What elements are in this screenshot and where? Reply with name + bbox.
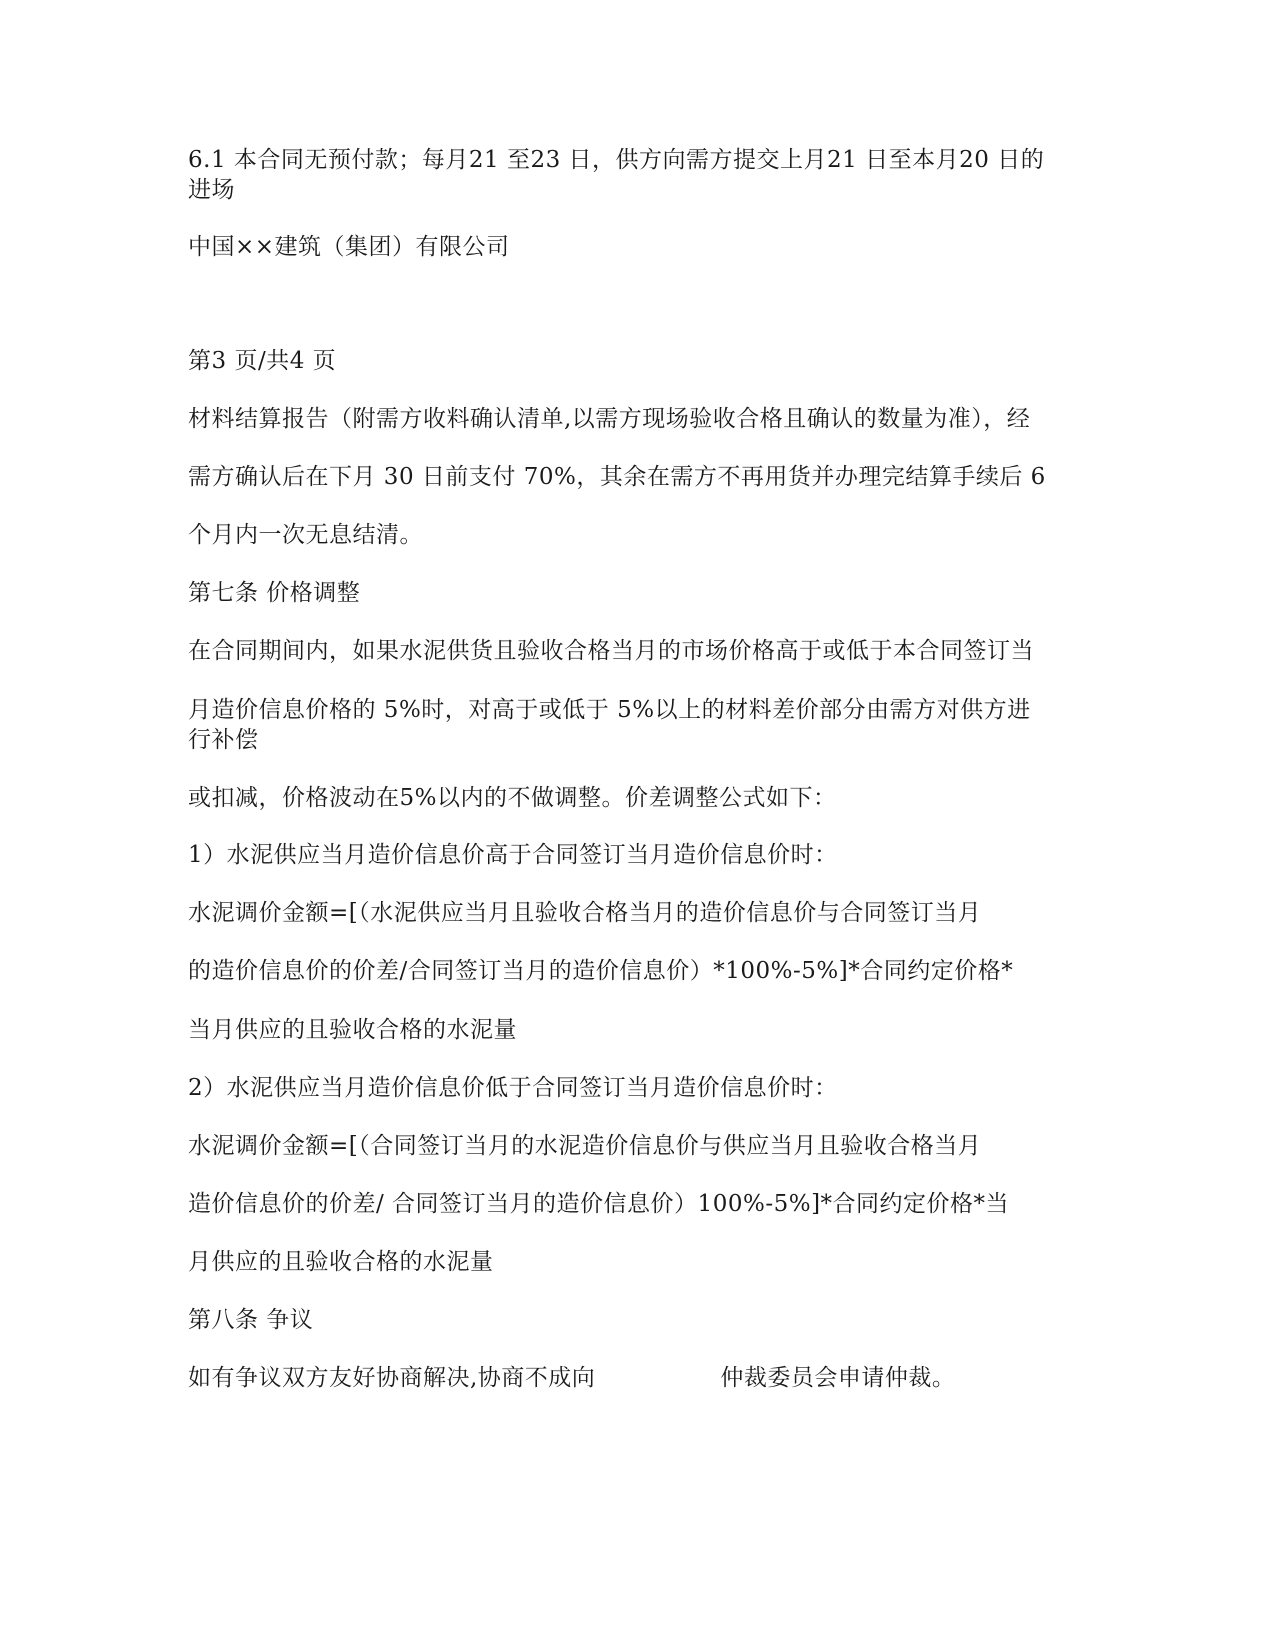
dispute-clause xyxy=(188,1363,955,1393)
article-7-heading: 第七条 价格调整 xyxy=(188,580,361,606)
formula-case-2-heading: 2）水泥供应当月造价信息价低于合同签订当月造价信息价时： xyxy=(188,1075,838,1101)
formula-line: 月供应的且验收合格的水泥量 xyxy=(188,1249,494,1275)
formula-line: 的造价信息价的价差/合同签订当月的造价信息价）*100%-5%]*合同约定价格* xyxy=(188,958,1014,984)
paragraph-line: 个月内一次无息结清。 xyxy=(188,522,423,548)
formula-line: 造价信息价的价差/ 合同签订当月的造价信息价）100%-5%]*合同约定价格*当 xyxy=(188,1191,1010,1217)
paragraph-line: 行补偿 xyxy=(188,727,259,753)
article-8-heading: 第八条 争议 xyxy=(188,1307,314,1333)
formula-case-1-heading: 1）水泥供应当月造价信息价高于合同签订当月造价信息价时： xyxy=(188,842,838,868)
page-number: 第3 页/共4 页 xyxy=(188,348,337,374)
dispute-clause-right: 仲裁委员会申请仲裁。 xyxy=(720,1365,956,1391)
clause-6-1-text: 6.1 本合同无预付款；每月21 至23 日，供方向需方提交上月21 日至本月20 日的 xyxy=(188,147,1045,173)
paragraph-line: 材料结算报告（附需方收料确认清单,以需方现场验收合格且确认的数量为准），经 xyxy=(188,406,1031,432)
clause-6-1-continuation: 进场 xyxy=(188,177,235,203)
formula-line: 水泥调价金额=[（水泥供应当月且验收合格当月的造价信息价与合同签订当月 xyxy=(188,900,982,926)
paragraph-line: 需方确认后在下月 30 日前支付 70%，其余在需方不再用货并办理完结算手续后 6 xyxy=(188,464,1046,490)
formula-line: 当月供应的且验收合格的水泥量 xyxy=(188,1017,517,1043)
company-name: 中国××建筑（集团）有限公司 xyxy=(188,234,510,260)
dispute-clause-left: 如有争议双方友好协商解决,协商不成向 xyxy=(188,1365,596,1391)
paragraph-line: 月造价信息价格的 5%时，对高于或低于 5%以上的材料差价部分由需方对供方进 xyxy=(188,697,1031,723)
formula-line: 水泥调价金额=[（合同签订当月的水泥造价信息价与供应当月且验收合格当月 xyxy=(188,1133,982,1159)
paragraph-line: 在合同期间内，如果水泥供货且验收合格当月的市场价格高于或低于本合同签订当 xyxy=(188,638,1034,664)
paragraph-line: 或扣减，价格波动在5%以内的不做调整。价差调整公式如下： xyxy=(188,785,837,811)
